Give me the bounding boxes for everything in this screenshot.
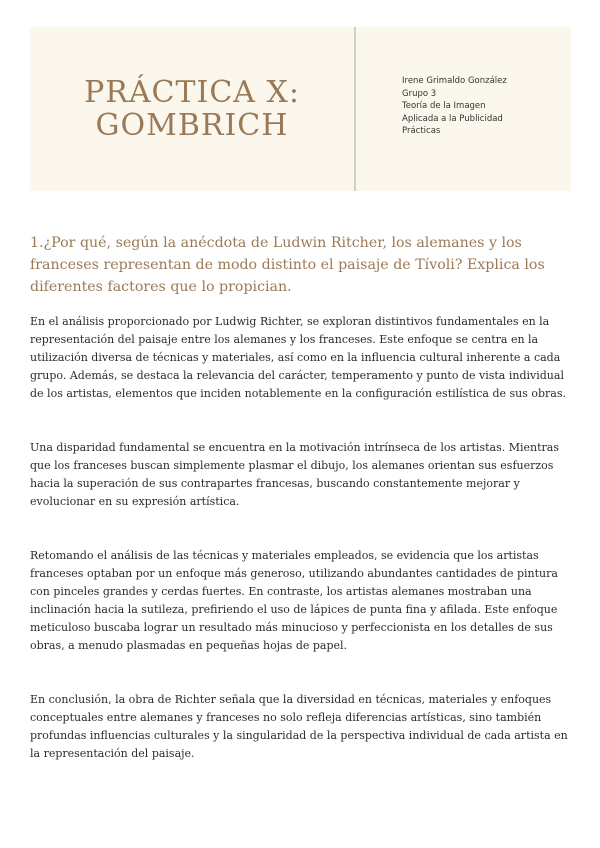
paragraph-3: Retomando el análisis de las técnicas y materiales empleados, se evidencia que los artistas franceses optaban por un enfoque más generoso, utilizando abundantes cantidades de pintura con pinceles grandes y cerdas fuertes. En contraste, los artistas alemanes mostraban una inclinación hacia la sutileza, prefiriendo el uso de lápices de punta fina y afilada. Este enfoque meticuloso buscaba lograr un resultado más minucioso y perfeccionista en los detalles de sus obras, a menudo plasmadas en pequeñas hojas de papel. (30, 549, 558, 652)
author-name: Irene Grimaldo González (402, 76, 507, 86)
document-type: Prácticas (402, 126, 441, 136)
paragraph-2: Una disparidad fundamental se encuentra en la motivación intrínseca de los artistas. Mientras que los franceses buscan simplemente plasmar el dibujo, los alemanes orientan sus esfuerzos hacia la superación de sus contrapartes francesas, buscando constantemente mejorar y evolucionar en su expresión artística. (30, 441, 559, 508)
subject-line-1: Teoría de la Imagen (402, 101, 486, 111)
header-banner (30, 27, 571, 191)
page-title (30, 27, 354, 191)
author-info (402, 75, 562, 138)
paragraph-4: En conclusión, la obra de Richter señala que la diversidad en técnicas, materiales y enfoques conceptuales entre alemanes y franceses no solo refleja diferencias artísticas, sino también profundas influencias culturales y la singularidad de la perspectiva individual de cada artista en la representación del paisaje. (30, 693, 568, 760)
header-divider (354, 27, 356, 191)
title-line-2: GOMBRICH (95, 108, 289, 143)
group-label: Grupo 3 (402, 88, 437, 99)
title-line-1: PRÁCTICA X: (84, 75, 300, 110)
subject-line-2: Aplicada a la Publicidad (402, 113, 503, 124)
body-text (30, 313, 575, 799)
question-heading: 1.¿Por qué, según la anécdota de Ludwin Ritcher, los alemanes y los franceses representan de modo distinto el paisaje de Tívoli? Explica los diferentes factores que lo propician. (30, 235, 545, 295)
paragraph-1: En el análisis proporcionado por Ludwig Richter, se exploran distintivos fundamentales en la representación del paisaje entre los alemanes y los franceses. Este enfoque se centra en la utilización diversa de técnicas y materiales, así como en la influencia cultural inherente a cada grupo. Además, se destaca la relevancia del carácter, temperamento y punto de vista individual de los artistas, elementos que inciden notablemente en la configuración estilística de sus obras. (30, 315, 567, 400)
